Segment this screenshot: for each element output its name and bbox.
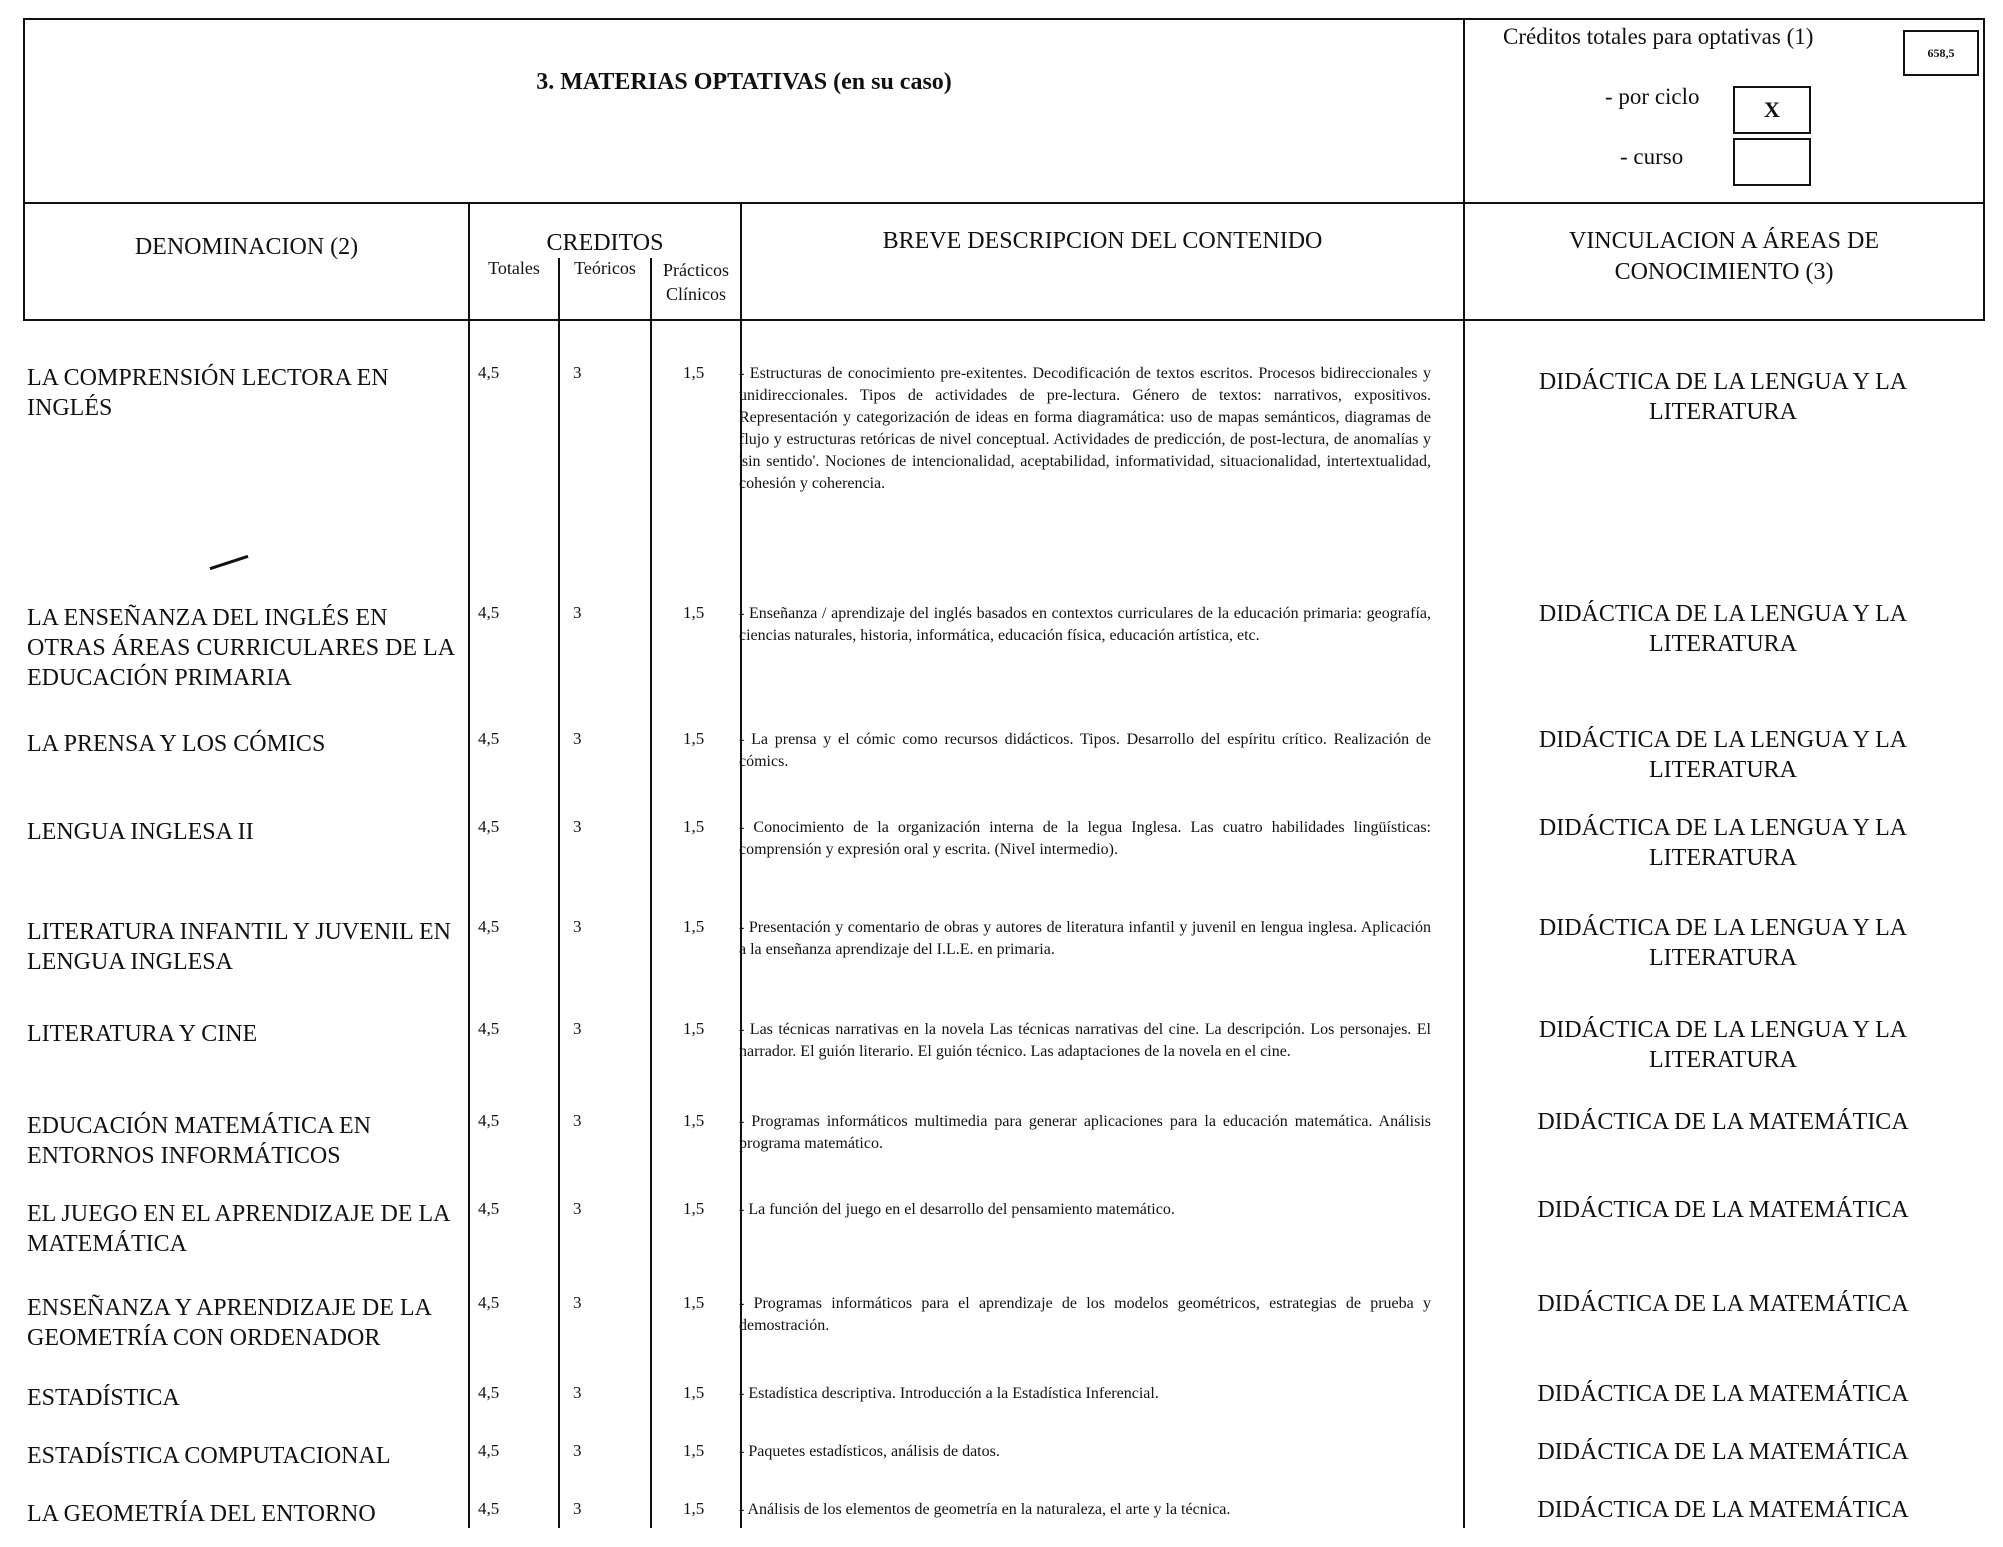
- credits-total: 4,5: [478, 363, 500, 382]
- credits-total: 4,5: [478, 1383, 500, 1402]
- column-divider: [1463, 321, 1465, 1528]
- subject-name: ESTADÍSTICA COMPUTACIONAL: [27, 1443, 391, 1469]
- credits-total: 4,5: [478, 1199, 500, 1218]
- credits-total: 4,5: [478, 1441, 500, 1460]
- knowledge-area: DIDÁCTICA DE LA MATEMÁTICA: [1537, 1439, 1909, 1465]
- credits-theory: 3: [573, 1111, 582, 1130]
- knowledge-area: DIDÁCTICA DE LA LENGUA Y LA LITERATURA: [1538, 601, 1908, 657]
- subject-description: - Paquetes estadísticos, análisis de datos.: [739, 1443, 1000, 1460]
- credits-theory: 3: [573, 917, 582, 936]
- scan-mark: [210, 555, 249, 570]
- per-cycle-label: - por ciclo: [1605, 84, 1700, 109]
- subject-description: - Programas informáticos multimedia para generar aplicaciones para la educación matemática. Análisis programa matemático.: [739, 1113, 1431, 1152]
- credits-practice: 1,5: [683, 1111, 705, 1130]
- credits-practice: 1,5: [683, 1199, 705, 1218]
- column-header: [23, 202, 1985, 321]
- subject-name: LENGUA INGLESA II: [27, 819, 254, 845]
- document-page: [23, 18, 1985, 1528]
- credits-practice: 1,5: [683, 729, 705, 748]
- knowledge-area: DIDÁCTICA DE LA LENGUA Y LA LITERATURA: [1538, 815, 1908, 871]
- subject-name: LITERATURA INFANTIL Y JUVENIL EN LENGUA INGLESA: [27, 919, 451, 975]
- credits-panel: [1465, 20, 1983, 204]
- knowledge-area: DIDÁCTICA DE LA LENGUA Y LA LITERATURA: [1538, 369, 1908, 425]
- credits-total: 4,5: [478, 1499, 500, 1518]
- credits-theory: 3: [573, 817, 582, 836]
- knowledge-area: DIDÁCTICA DE LA LENGUA Y LA LITERATURA: [1538, 727, 1908, 783]
- teoricos-header: Teóricos: [574, 258, 636, 278]
- credits-total: 4,5: [478, 1111, 500, 1130]
- subject-description: - Las técnicas narrativas en la novela Las técnicas narrativas del cine. La descripción. Los personajes. El narrador. El guión literario. El guión técnico. Las adaptaciones de la novela en el cine.: [739, 1021, 1431, 1060]
- credits-practice: 1,5: [683, 817, 705, 836]
- descripcion-header-cell: [742, 202, 1465, 319]
- subject-description: - Programas informáticos para el aprendizaje de los modelos geométricos, estrategias de prueba y demostración.: [739, 1295, 1431, 1334]
- per-cycle-mark: X: [1764, 97, 1780, 122]
- total-credits-label: Créditos totales para optativas (1): [1503, 24, 1814, 49]
- creditos-header: CREDITOS: [546, 230, 664, 256]
- subject-description: - Presentación y comentario de obras y autores de literatura infantil y juvenil en lengua inglesa. Aplicación a la enseñanza aprendizaje del I.L.E. en primaria.: [739, 919, 1431, 958]
- credits-practice: 1,5: [683, 1293, 705, 1312]
- column-divider: [468, 321, 470, 1528]
- credits-theory: 3: [573, 1383, 582, 1402]
- credits-theory: 3: [573, 363, 582, 382]
- column-divider: [558, 321, 560, 1528]
- section-header: [23, 18, 1985, 204]
- subject-description: - Estructuras de conocimiento pre-exitentes. Decodificación de textos escritos. Procesos bidireccionales y unidireccionales. Tipos de actividades de pre-lectura. Género de textos: narrativos, expositivos. Representación y categorización de ideas en forma diagramática: uso de mapas semánticos, diagramas de flujo y estructuras retóricas de nivel conceptual. Actividades de predicción, de post-lectura, de anomalías y 'sin sentido'. Nociones de intencionalidad, aceptabilidad, informatividad, situacionalidad, intertextualidad, cohesión y coherencia.: [739, 365, 1431, 492]
- subject-name: LITERATURA Y CINE: [27, 1021, 258, 1047]
- column-divider: [650, 321, 652, 1528]
- credits-theory: 3: [573, 603, 582, 622]
- per-cycle-checkbox: [1733, 86, 1811, 134]
- subject-description: - Conocimiento de la organización interna de la legua Inglesa. Las cuatro habilidades lingüísticas: comprensión y expresión oral y escrita. (Nivel intermedio).: [739, 819, 1431, 858]
- knowledge-area: DIDÁCTICA DE LA MATEMÁTICA: [1537, 1381, 1909, 1407]
- credits-practice: 1,5: [683, 1441, 705, 1460]
- credits-total: 4,5: [478, 817, 500, 836]
- totales-header-cell: [470, 258, 560, 319]
- subject-description: - La prensa y el cómic como recursos didácticos. Tipos. Desarrollo del espíritu crítico. Realización de cómics.: [739, 731, 1431, 770]
- practicos-header-line2: Clínicos: [665, 284, 726, 304]
- credits-theory: 3: [573, 1019, 582, 1038]
- knowledge-area: DIDÁCTICA DE LA LENGUA Y LA LITERATURA: [1538, 915, 1908, 971]
- knowledge-area: DIDÁCTICA DE LA LENGUA Y LA LITERATURA: [1538, 1017, 1908, 1073]
- course-label: - curso: [1620, 144, 1684, 169]
- credits-practice: 1,5: [683, 1019, 705, 1038]
- vinculacion-header-line2: CONOCIMIENTO (3): [1614, 259, 1834, 285]
- descripcion-header: BREVE DESCRIPCION DEL CONTENIDO: [882, 228, 1323, 254]
- subject-name: LA COMPRENSIÓN LECTORA EN INGLÉS: [27, 365, 389, 421]
- subject-name: LA GEOMETRÍA DEL ENTORNO: [27, 1501, 376, 1527]
- section-title-cell: [25, 20, 1465, 204]
- credits-practice: 1,5: [683, 603, 705, 622]
- knowledge-area: DIDÁCTICA DE LA MATEMÁTICA: [1537, 1291, 1909, 1317]
- knowledge-area: DIDÁCTICA DE LA MATEMÁTICA: [1537, 1497, 1909, 1523]
- vinculacion-header-cell: [1465, 202, 1983, 319]
- credits-practice: 1,5: [683, 363, 705, 382]
- table-body: [23, 321, 1985, 1528]
- subject-description: - La función del juego en el desarrollo del pensamiento matemático.: [739, 1201, 1175, 1218]
- credits-practice: 1,5: [683, 1383, 705, 1402]
- subject-description: - Enseñanza / aprendizaje del inglés basados en contextos curriculares de la educación primaria: geografía, ciencias naturales, historia, informática, educación física, educación artística, etc.: [739, 605, 1431, 644]
- total-credits-box: [1903, 30, 1979, 76]
- credits-theory: 3: [573, 729, 582, 748]
- course-checkbox: [1733, 138, 1811, 186]
- subject-name: EL JUEGO EN EL APRENDIZAJE DE LA MATEMÁTICA: [27, 1201, 450, 1257]
- credits-total: 4,5: [478, 603, 500, 622]
- subject-name: LA ENSEÑANZA DEL INGLÉS EN OTRAS ÁREAS CURRICULARES DE LA EDUCACIÓN PRIMARIA: [27, 605, 454, 691]
- credits-theory: 3: [573, 1293, 582, 1312]
- section-title: 3. MATERIAS OPTATIVAS (en su caso): [536, 68, 952, 95]
- subject-name: ESTADÍSTICA: [27, 1385, 180, 1411]
- credits-total: 4,5: [478, 729, 500, 748]
- credits-theory: 3: [573, 1441, 582, 1460]
- subject-name: EDUCACIÓN MATEMÁTICA EN ENTORNOS INFORMÁTICOS: [27, 1113, 371, 1169]
- credits-theory: 3: [573, 1199, 582, 1218]
- knowledge-area: DIDÁCTICA DE LA MATEMÁTICA: [1537, 1197, 1909, 1223]
- denominacion-header-cell: [25, 202, 470, 319]
- vinculacion-header-line1: VINCULACION A ÁREAS DE: [1568, 228, 1879, 254]
- subject-name: LA PRENSA Y LOS CÓMICS: [27, 731, 326, 757]
- subject-description: - Estadística descriptiva. Introducción a la Estadística Inferencial.: [739, 1385, 1159, 1402]
- practicos-header-line1: Prácticos: [663, 260, 729, 280]
- subject-description: - Análisis de los elementos de geometría en la naturaleza, el arte y la técnica.: [739, 1501, 1231, 1518]
- total-credits-value: 658,5: [1927, 45, 1955, 60]
- totales-header: Totales: [488, 258, 540, 278]
- teoricos-header-cell: [560, 258, 652, 319]
- credits-practice: 1,5: [683, 1499, 705, 1518]
- credits-total: 4,5: [478, 1293, 500, 1312]
- practicos-header-cell: [652, 258, 740, 319]
- credits-total: 4,5: [478, 917, 500, 936]
- denominacion-header: DENOMINACION (2): [134, 234, 359, 260]
- subject-name: ENSEÑANZA Y APRENDIZAJE DE LA GEOMETRÍA CON ORDENADOR: [27, 1295, 431, 1351]
- credits-total: 4,5: [478, 1019, 500, 1038]
- knowledge-area: DIDÁCTICA DE LA MATEMÁTICA: [1537, 1109, 1909, 1135]
- credits-practice: 1,5: [683, 917, 705, 936]
- credits-theory: 3: [573, 1499, 582, 1518]
- creditos-header-cell: [470, 202, 742, 319]
